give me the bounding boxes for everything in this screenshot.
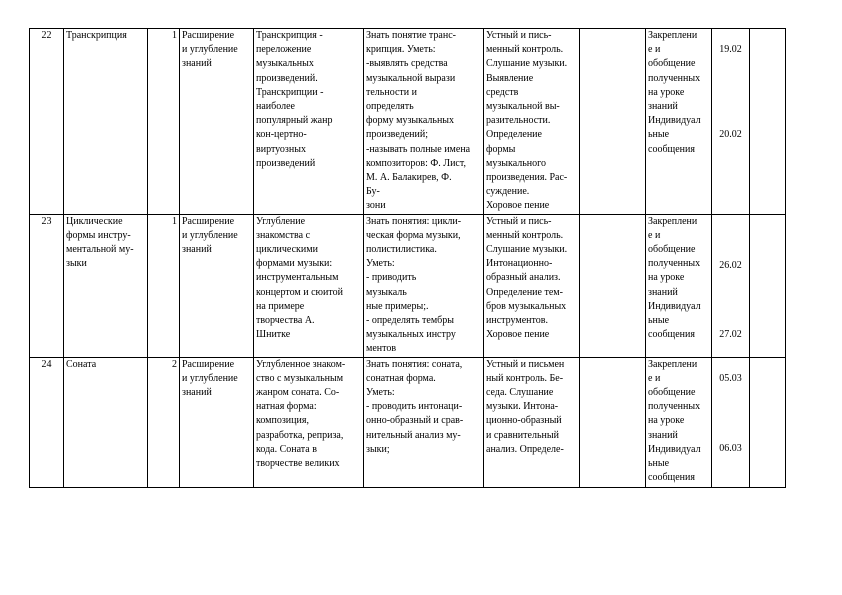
lesson-dates <box>712 357 750 487</box>
lesson-type: Расширение и углубление знаний <box>180 214 254 357</box>
lesson-date-2: 06.03 <box>719 443 742 455</box>
lesson-content: Углубление знакомства с циклическими формами музыки: инструментальным концертом и сюитой на примере творчества А. Шнитке <box>254 214 364 357</box>
lesson-topic: Соната <box>64 357 148 487</box>
table-row <box>30 357 786 487</box>
lesson-requirements: Знать понятия: соната, сонатная форма. Уметь: - проводить интонаци- онно-образный и срав- нительный анализ му- зыки; <box>364 357 484 487</box>
lesson-control: Устный и пись- менный контроль. Слушание музыки. Выявление средств музыкальной вы- разительности. Определение формы музыкального произведения. Рас- суждение. Хоровое пение <box>484 29 580 215</box>
lesson-topic: Транскрипция <box>64 29 148 215</box>
lesson-type: Расширение и углубление знаний <box>180 357 254 487</box>
lesson-number: 22 <box>30 29 64 215</box>
lesson-plan-table <box>29 28 786 488</box>
lesson-type: Расширение и углубление знаний <box>180 29 254 215</box>
lesson-number: 23 <box>30 214 64 357</box>
table-row <box>30 29 786 215</box>
lesson-homework: Закреплени е и обобщение полученных на уроке знаний Индивидуал ьные сообщения <box>646 214 712 357</box>
lesson-hours: 2 <box>148 357 180 487</box>
lesson-requirements: Знать понятие транс- крипция. Уметь: -выявлять средства музыкальной вырази тельности и определять форму музыкальных произведений; -называть полные имена композиторов: Ф. Лист, М. А. Балакирев, Ф. Бу- зони <box>364 29 484 215</box>
lesson-content: Углубленное знаком- ство с музыкальным жанром соната. Со- натная форма: композиция, разработка, реприза, кода. Соната в творчестве великих <box>254 357 364 487</box>
lesson-number: 24 <box>30 357 64 487</box>
lesson-extra <box>580 29 646 215</box>
table-row <box>30 214 786 357</box>
lesson-dates <box>712 214 750 357</box>
lesson-hours: 1 <box>148 214 180 357</box>
lesson-date-1: 19.02 <box>719 44 742 56</box>
lesson-homework: Закреплени е и обобщение полученных на уроке знаний Индивидуал ьные сообщения <box>646 357 712 487</box>
lesson-control: Устный и письмен ный контроль. Бе- седа. Слушание музыки. Интона- ционно-образный и сравнительный анализ. Определе- <box>484 357 580 487</box>
lesson-extra <box>580 357 646 487</box>
lesson-requirements: Знать понятия: цикли- ческая форма музыки, полистилистика. Уметь: - приводить музыкаль ные примеры;. - определять тембры музыкальных инстру ментов <box>364 214 484 357</box>
lesson-dates <box>712 29 750 215</box>
lesson-date-1: 26.02 <box>719 260 742 272</box>
lesson-topic: Циклические формы инстру- ментальной му- зыки <box>64 214 148 357</box>
lesson-last <box>750 214 786 357</box>
lesson-hours: 1 <box>148 29 180 215</box>
lesson-last <box>750 357 786 487</box>
lesson-date-2: 27.02 <box>719 328 742 340</box>
lesson-homework: Закреплени е и обобщение полученных на уроке знаний Индивидуал ьные сообщения <box>646 29 712 215</box>
lesson-date-2: 20.02 <box>719 128 742 140</box>
lesson-control: Устный и пись- менный контроль. Слушание музыки. Интонационно- образный анализ. Определение тем- бров музыкальных инструментов. Хоровое пение <box>484 214 580 357</box>
lesson-last <box>750 29 786 215</box>
lesson-extra <box>580 214 646 357</box>
lesson-content: Транскрипция - переложение музыкальных произведений. Транскрипции - наиболее популярный жанр кон-цертно- виртуозных произведений <box>254 29 364 215</box>
lesson-date-1: 05.03 <box>719 372 742 384</box>
